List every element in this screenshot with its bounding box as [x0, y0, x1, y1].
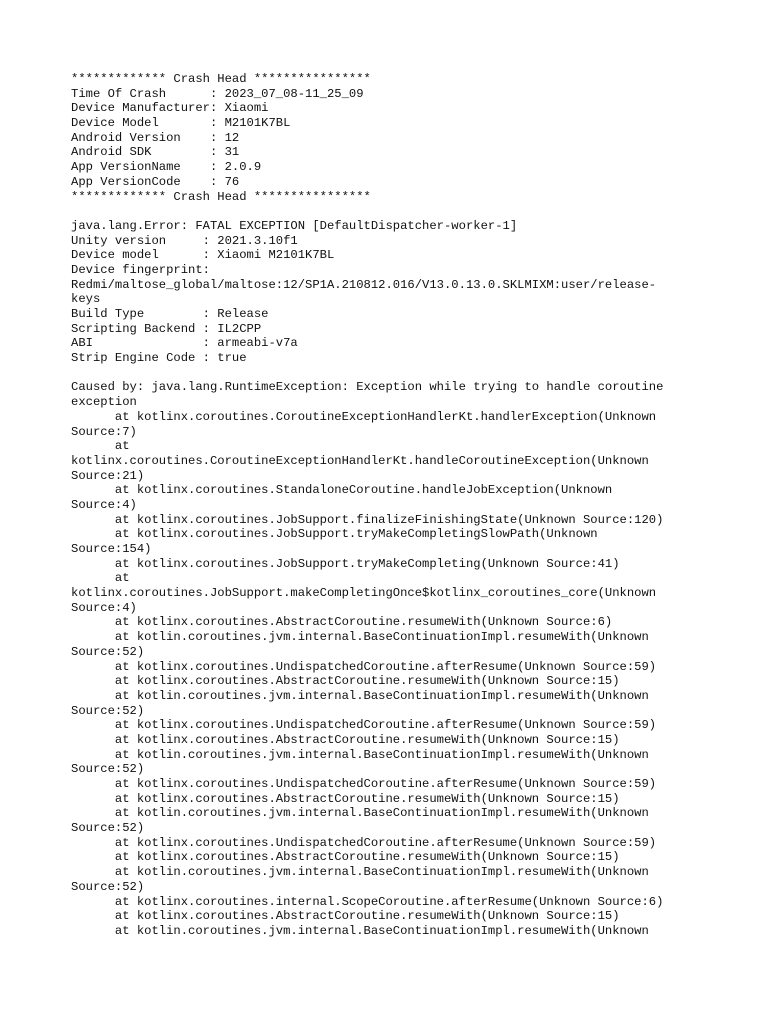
error-line: Scripting Backend : IL2CPP	[71, 321, 262, 336]
stack-trace-line: Source:52)	[71, 703, 145, 718]
error-line: Redmi/maltose_global/maltose:12/SP1A.210812.016/V13.0.13.0.SKLMIXM:user/release-	[71, 277, 657, 292]
crash-head-header: ************* Crash Head ****************	[71, 72, 371, 86]
stack-trace-line: at kotlinx.coroutines.CoroutineExceptionHandlerKt.handlerException(Unknown	[71, 409, 657, 424]
stack-trace-line: Source:52)	[71, 762, 145, 777]
device-model: Device Model : M2101K7BL	[71, 116, 291, 131]
stack-trace-line: at kotlin.coroutines.jvm.internal.BaseContinuationImpl.resumeWith(Unknown	[71, 630, 649, 645]
stack-trace-line: Source:4)	[71, 497, 137, 512]
crash-log-document	[71, 72, 711, 939]
crash-head-footer: ************* Crash Head ****************	[71, 189, 371, 204]
stack-trace-line: at kotlinx.coroutines.AbstractCoroutine.resumeWith(Unknown Source:15)	[71, 909, 620, 924]
device-manufacturer: Device Manufacturer: Xiaomi	[71, 101, 269, 116]
stack-trace-line: at kotlinx.coroutines.AbstractCoroutine.resumeWith(Unknown Source:15)	[71, 674, 620, 689]
error-line: Build Type : Release	[71, 307, 269, 321]
stack-trace-line: Source:52)	[71, 879, 145, 894]
stack-trace-line: at kotlinx.coroutines.StandaloneCoroutine.handleJobException(Unknown	[71, 483, 613, 498]
error-info-section	[71, 219, 711, 366]
stack-trace-line: Source:4)	[71, 600, 137, 615]
stack-trace-line: at	[71, 439, 130, 454]
stack-trace-line: at kotlinx.coroutines.UndispatchedCoroutine.afterResume(Unknown Source:59)	[71, 718, 657, 733]
stack-trace-line: kotlinx.coroutines.JobSupport.makeCompletingOnce$kotlinx_coroutines_core(Unknown	[71, 586, 657, 601]
spacer	[71, 366, 711, 381]
spacer	[71, 204, 711, 219]
time-of-crash: Time Of Crash : 2023_07_08-11_25_09	[71, 86, 364, 101]
error-line: Device model : Xiaomi M2101K7BL	[71, 248, 335, 263]
stack-trace-line: at kotlinx.coroutines.JobSupport.tryMakeCompleting(Unknown Source:41)	[71, 556, 620, 571]
stack-trace-line: at kotlinx.coroutines.JobSupport.finalizeFinishingState(Unknown Source:120)	[71, 512, 664, 527]
error-line: ABI : armeabi-v7a	[71, 336, 298, 351]
stack-trace-line: at kotlinx.coroutines.AbstractCoroutine.resumeWith(Unknown Source:15)	[71, 850, 620, 865]
stack-trace-line: exception	[71, 395, 137, 410]
app-version-code: App VersionCode : 76	[71, 174, 240, 189]
error-line: Unity version : 2021.3.10f1	[71, 233, 298, 248]
stack-trace-line: at kotlinx.coroutines.JobSupport.tryMakeCompletingSlowPath(Unknown	[71, 527, 598, 542]
android-sdk: Android SDK : 31	[71, 145, 240, 160]
stack-trace-line: at kotlinx.coroutines.AbstractCoroutine.resumeWith(Unknown Source:15)	[71, 732, 620, 747]
app-version-name: App VersionName : 2.0.9	[71, 160, 262, 175]
error-line: Device fingerprint:	[71, 262, 210, 277]
error-line: keys	[71, 292, 101, 307]
error-line: java.lang.Error: FATAL EXCEPTION [DefaultDispatcher-worker-1]	[71, 218, 518, 233]
stack-trace-line: at kotlinx.coroutines.AbstractCoroutine.resumeWith(Unknown Source:15)	[71, 791, 620, 806]
stack-trace-line: at kotlin.coroutines.jvm.internal.BaseContinuationImpl.resumeWith(Unknown	[71, 865, 649, 880]
stack-trace-line: at kotlin.coroutines.jvm.internal.BaseContinuationImpl.resumeWith(Unknown	[71, 806, 649, 821]
stack-trace-line: at kotlinx.coroutines.UndispatchedCoroutine.afterResume(Unknown Source:59)	[71, 835, 657, 850]
stack-trace-line: Source:154)	[71, 542, 152, 556]
stack-trace-line: Caused by: java.lang.RuntimeException: Exception while trying to handle coroutine	[71, 380, 664, 395]
stack-trace-line: at kotlinx.coroutines.UndispatchedCoroutine.afterResume(Unknown Source:59)	[71, 659, 657, 674]
stack-trace-line: Source:52)	[71, 821, 145, 836]
stack-trace-line: at kotlin.coroutines.jvm.internal.BaseContinuationImpl.resumeWith(Unknown	[71, 923, 649, 938]
stack-trace-line: kotlinx.coroutines.CoroutineExceptionHandlerKt.handleCoroutineException(Unknown	[71, 453, 649, 468]
stack-trace-line: at kotlinx.coroutines.internal.ScopeCoroutine.afterResume(Unknown Source:6)	[71, 894, 664, 909]
crash-head-section	[71, 72, 711, 204]
stack-trace-line: at	[71, 571, 130, 586]
stack-trace-section	[71, 380, 711, 938]
stack-trace-line: at kotlinx.coroutines.AbstractCoroutine.resumeWith(Unknown Source:6)	[71, 615, 613, 630]
stack-trace-line: Source:7)	[71, 424, 137, 439]
android-version: Android Version : 12	[71, 130, 240, 145]
stack-trace-line: Source:21)	[71, 468, 145, 483]
stack-trace-line: at kotlin.coroutines.jvm.internal.BaseContinuationImpl.resumeWith(Unknown	[71, 688, 649, 703]
error-line: Strip Engine Code : true	[71, 351, 247, 366]
stack-trace-line: at kotlinx.coroutines.UndispatchedCoroutine.afterResume(Unknown Source:59)	[71, 777, 657, 791]
stack-trace-line: Source:52)	[71, 644, 145, 659]
stack-trace-line: at kotlin.coroutines.jvm.internal.BaseContinuationImpl.resumeWith(Unknown	[71, 747, 649, 762]
